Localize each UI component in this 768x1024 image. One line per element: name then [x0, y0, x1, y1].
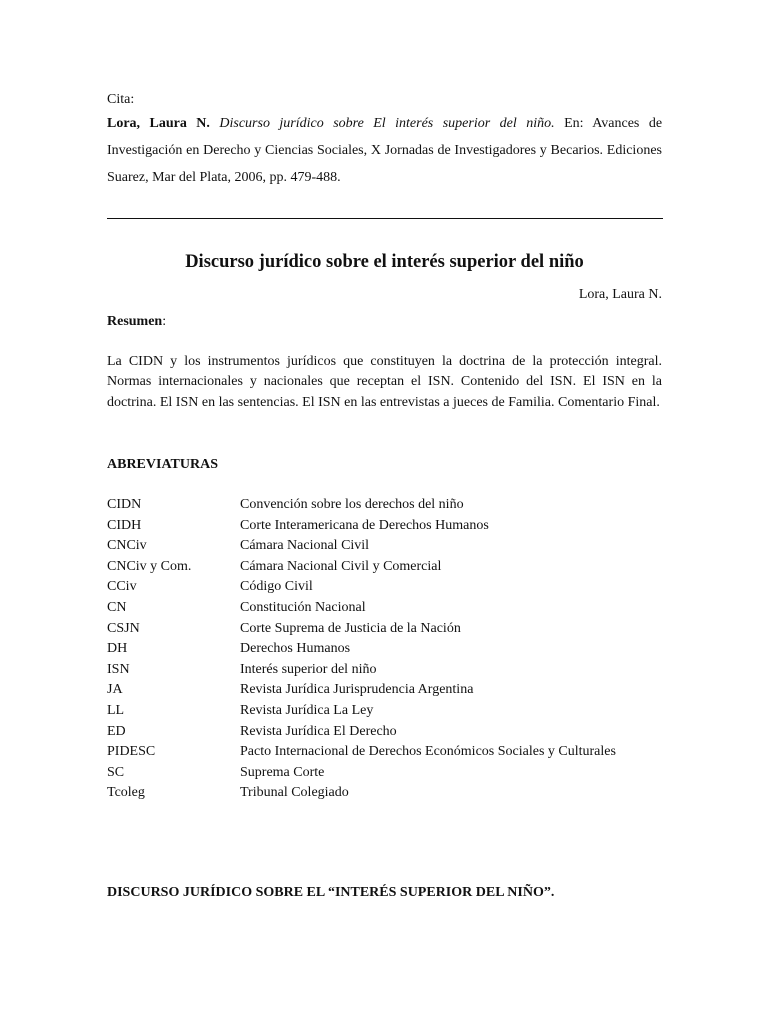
citation-block: [107, 90, 662, 191]
document-title: Discurso jurídico sobre el interés superior del niño: [185, 252, 584, 272]
abbreviation-meaning: Convención sobre los derechos del niño: [240, 497, 464, 512]
horizontal-divider: [107, 218, 663, 219]
abbreviation-meaning: Tribunal Colegiado: [240, 785, 349, 801]
resumen-text: La CIDN y los instrumentos jurídicos que constituyen la doctrina de la protección integral. Normas internacionales y nacionales que receptan el ISN. Contenido del ISN. El ISN en la doctrina. El ISN en las sentencias. El ISN en las entrevistas a jueces de Familia. Comentario Final.: [107, 354, 662, 410]
abbreviation-row: [107, 763, 662, 784]
abbreviation-key: ED: [107, 723, 126, 739]
abbreviation-row: [107, 660, 662, 681]
abbreviations-table: [107, 495, 662, 804]
abbreviation-key: CNCiv: [107, 538, 147, 554]
abbreviation-key: CNCiv y Com.: [107, 558, 192, 574]
abbreviation-key: CSJN: [107, 620, 140, 636]
abbreviation-key: CCiv: [107, 579, 137, 595]
citation-text: [107, 110, 662, 191]
resumen-label: Resumen: [107, 314, 163, 329]
abbreviation-key: PIDESC: [107, 744, 156, 760]
abbreviation-key: Tcoleg: [107, 785, 145, 801]
citation-author: Lora, Laura N.: [107, 116, 210, 131]
section-heading: DISCURSO JURÍDICO SOBRE EL “INTERÉS SUPERIOR DEL NIÑO”.: [107, 885, 555, 900]
abbreviation-meaning: Corte Interamericana de Derechos Humanos: [240, 517, 489, 533]
abbreviation-row: [107, 701, 662, 722]
abbreviation-row: [107, 577, 662, 598]
resumen-colon: :: [162, 314, 167, 329]
abbreviation-meaning: Cámara Nacional Civil y Comercial: [240, 558, 442, 574]
abbreviation-key: SC: [107, 764, 125, 780]
abbreviation-meaning: Revista Jurídica La Ley: [240, 702, 374, 718]
abbreviation-meaning: Corte Suprema de Justicia de la Nación: [240, 620, 461, 636]
abbreviation-row: [107, 495, 662, 516]
abbreviation-key: CN: [107, 599, 127, 615]
abbreviation-row: [107, 783, 662, 804]
abbreviation-meaning: Constitución Nacional: [240, 599, 366, 615]
resumen-heading: [107, 312, 166, 332]
abbreviation-key: LL: [107, 702, 125, 718]
citation-work-title: Discurso jurídico sobre El interés superior del niño.: [219, 116, 555, 131]
abbreviation-meaning: Pacto Internacional de Derechos Económicos Sociales y Culturales: [240, 744, 616, 760]
abbreviation-meaning: Suprema Corte: [240, 764, 325, 780]
abbreviation-row: [107, 619, 662, 640]
abbreviation-row: [107, 598, 662, 619]
abbreviations-heading: ABREVIATURAS: [107, 457, 218, 472]
citation-source: En: Avances de Investigación en Derecho y Ciencias Sociales, X Jornadas de Investigadores y Becarios. Ediciones Suarez, Mar del Plata, 2006, pp. 479-488.: [107, 116, 663, 185]
citation-label: Cita:: [107, 92, 135, 107]
abbreviation-meaning: Revista Jurídica El Derecho: [240, 723, 397, 739]
abbreviation-row: [107, 722, 662, 743]
abbreviation-key: ISN: [107, 661, 130, 677]
abbreviation-row: [107, 536, 662, 557]
abbreviation-key: CIDH: [107, 517, 142, 533]
abbreviation-meaning: Revista Jurídica Jurisprudencia Argentina: [240, 682, 474, 698]
abbreviation-row: [107, 557, 662, 578]
abbreviation-row: [107, 742, 662, 763]
document-author: Lora, Laura N.: [578, 287, 662, 302]
abbreviation-meaning: Código Civil: [240, 579, 313, 595]
abbreviation-meaning: Derechos Humanos: [240, 641, 351, 657]
abbreviation-meaning: Interés superior del niño: [240, 661, 377, 677]
abbreviation-row: [107, 516, 662, 537]
abbreviation-key: CIDN: [107, 497, 142, 512]
abbreviation-key: DH: [107, 641, 128, 657]
abbreviation-row: [107, 639, 662, 660]
abbreviation-row: [107, 680, 662, 701]
abbreviation-key: JA: [107, 682, 123, 698]
abbreviation-meaning: Cámara Nacional Civil: [240, 538, 370, 554]
